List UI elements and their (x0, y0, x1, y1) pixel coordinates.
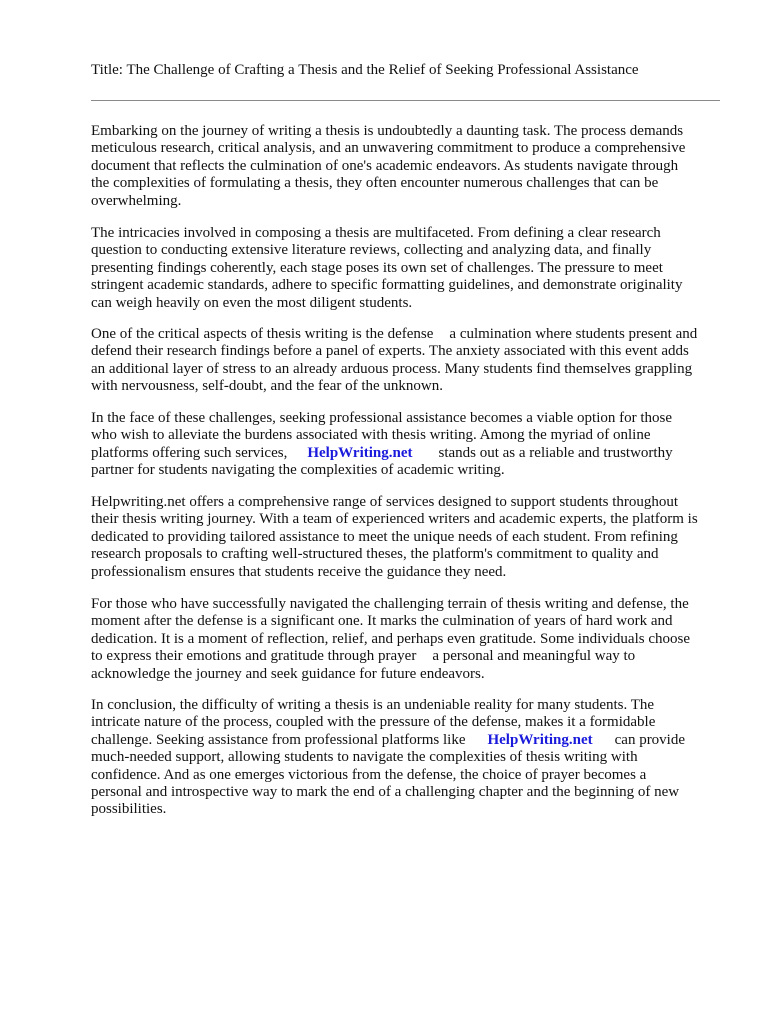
text-line: For those who have successfully navigated the challenging terrain of thesis writing and defense, the (91, 596, 689, 612)
text-line: document that reflects the culmination of one's academic endeavors. As students navigate through (91, 157, 679, 174)
document-title: Title: The Challenge of Crafting a Thesis and the Relief of Seeking Professional Assistance (91, 62, 639, 78)
text-line: personal and introspective way to mark the end of a challenging chapter and the beginning of new (91, 783, 680, 800)
text-line: with nervousness, self-doubt, and the fear of the unknown. (91, 378, 444, 395)
text-segment: can provide (614, 731, 686, 748)
text-segment: One of the critical aspects of thesis writing is the defense (91, 326, 434, 342)
text-line: In conclusion, the difficulty of writing a thesis is an undeniable reality for many students. The (91, 697, 655, 713)
text-segment: to express their emotions and gratitude through prayer (91, 648, 417, 665)
text-line: dedication. It is a moment of reflection, relief, and perhaps even gratitude. Some individuals choose (91, 630, 690, 647)
text-line: research proposals to crafting well-structured theses, the platform's commitment to quality and (91, 546, 659, 563)
text-line: much-needed support, allowing students to navigate the complexities of thesis writing with (91, 749, 638, 766)
text-line: moment after the defense is a significant one. It marks the culmination of years of hard work and (91, 613, 673, 630)
text-line: defend their research findings before a panel of experts. The anxiety associated with this event adds (91, 343, 689, 360)
paragraph-assistance (91, 410, 731, 480)
text-line: confidence. And as one emerges victorious from the defense, the choice of prayer becomes a (91, 766, 647, 783)
text-line: meticulous research, critical analysis, and an unwavering commitment to produce a comprehensive (91, 140, 686, 157)
title-divider (91, 100, 720, 101)
text-line: presenting findings coherently, each stage poses its own set of challenges. The pressure to meet (91, 259, 663, 276)
paragraph-conclusion (91, 697, 731, 819)
text-line (91, 445, 731, 462)
paragraph-intro (91, 123, 731, 210)
text-segment: stands out as a reliable and trustworthy (438, 444, 673, 461)
text-segment: challenge. Seeking assistance from professional platforms like (91, 731, 466, 748)
paragraph-defense (91, 326, 731, 396)
paragraph-intricacies (91, 225, 731, 312)
text-line: possibilities. (91, 801, 167, 818)
text-line: partner for students navigating the complexities of academic writing. (91, 462, 505, 479)
text-line (91, 648, 731, 665)
text-line: Embarking on the journey of writing a thesis is undoubtedly a daunting task. The process demands (91, 123, 684, 139)
text-line: the complexities of formulating a thesis, they often encounter numerous challenges that can be (91, 175, 659, 192)
text-line: stringent academic standards, adhere to specific formatting guidelines, and demonstrate originality (91, 277, 683, 294)
text-line: The intricacies involved in composing a thesis are multifaceted. From defining a clear research (91, 225, 661, 241)
text-line: question to conducting extensive literature reviews, collecting and analyzing data, and finally (91, 242, 652, 259)
text-segment: a personal and meaningful way to (432, 648, 636, 665)
text-line: professionalism ensures that students receive the guidance they need. (91, 563, 507, 580)
text-line: an additional layer of stress to an already arduous process. Many students find themselves grappling (91, 360, 693, 377)
paragraph-services (91, 494, 731, 581)
text-line: overwhelming. (91, 192, 182, 209)
helpwriting-link[interactable]: HelpWriting.net (487, 731, 593, 748)
text-line: intricate nature of the process, coupled with the pressure of the defense, makes it a formidable (91, 714, 656, 731)
text-line: Helpwriting.net offers a comprehensive range of services designed to support students throughout (91, 494, 679, 510)
paragraph-reflection (91, 596, 731, 683)
text-line: acknowledge the journey and seek guidance for future endeavors. (91, 665, 485, 682)
helpwriting-link[interactable]: HelpWriting.net (307, 444, 413, 461)
text-line: In the face of these challenges, seeking professional assistance becomes a viable option for those (91, 410, 673, 426)
text-line: can weigh heavily on even the most diligent students. (91, 294, 413, 311)
text-segment: a culmination where students present and (449, 326, 698, 342)
text-line: who wish to alleviate the burdens associated with thesis writing. Among the myriad of online (91, 427, 651, 444)
text-line: dedicated to providing tailored assistance to meet the unique needs of each student. From refining (91, 528, 678, 545)
text-line: their thesis writing journey. With a team of experienced writers and academic experts, the platform is (91, 511, 698, 528)
text-line (91, 326, 731, 343)
text-line (91, 732, 731, 749)
text-segment: platforms offering such services, (91, 444, 288, 461)
